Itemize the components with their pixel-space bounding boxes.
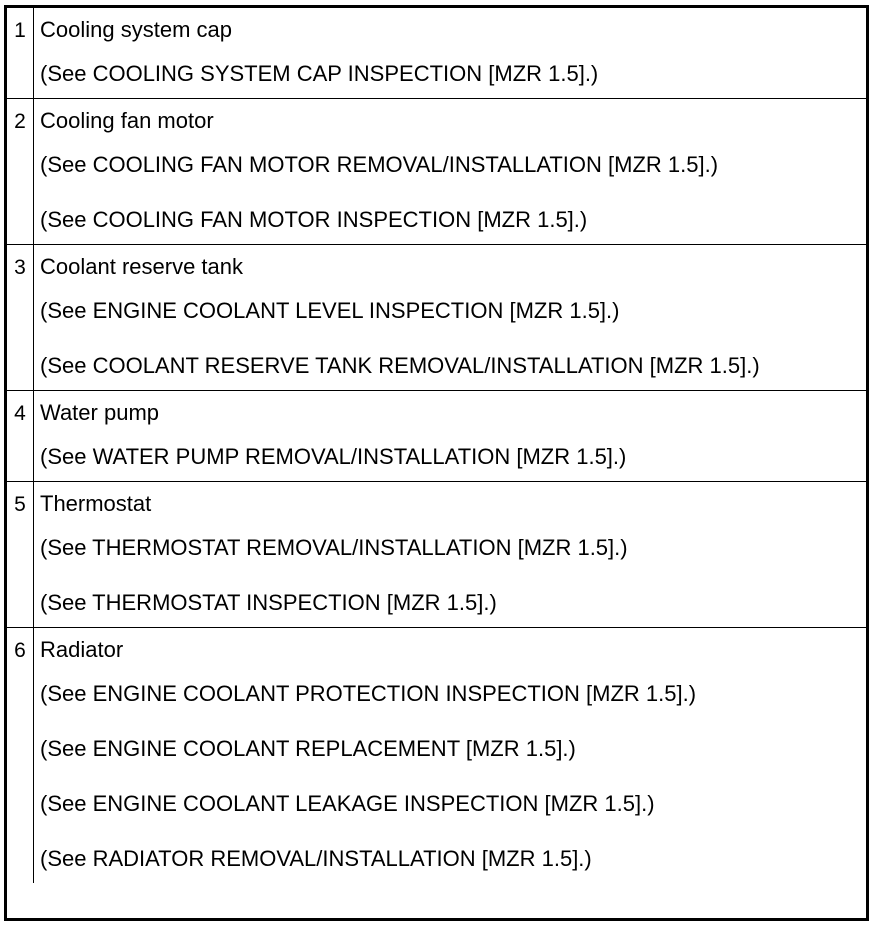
reference-link[interactable]: (See ENGINE COOLANT PROTECTION INSPECTION [MZR 1.5].) <box>40 681 697 706</box>
component-table <box>4 5 869 921</box>
reference-link[interactable]: (See COOLING SYSTEM CAP INSPECTION [MZR 1.5].) <box>40 61 599 86</box>
reference-link[interactable]: (See ENGINE COOLANT REPLACEMENT [MZR 1.5].) <box>40 736 576 761</box>
row-content <box>34 482 866 627</box>
table-row <box>7 244 866 390</box>
reference-link[interactable]: (See COOLING FAN MOTOR REMOVAL/INSTALLATION [MZR 1.5].) <box>40 152 719 177</box>
component-title: Radiator <box>40 637 124 662</box>
component-title: Coolant reserve tank <box>40 254 243 279</box>
table-row <box>7 8 866 98</box>
row-number: 6 <box>7 628 34 883</box>
reference-link[interactable]: (See ENGINE COOLANT LEVEL INSPECTION [MZR 1.5].) <box>40 298 620 323</box>
reference-link[interactable]: (See COOLANT RESERVE TANK REMOVAL/INSTALLATION [MZR 1.5].) <box>40 353 760 378</box>
row-content <box>34 628 866 883</box>
table-row <box>7 481 866 627</box>
reference-link[interactable]: (See THERMOSTAT REMOVAL/INSTALLATION [MZR 1.5].) <box>40 535 628 560</box>
reference-link[interactable]: (See ENGINE COOLANT LEAKAGE INSPECTION [MZR 1.5].) <box>40 791 655 816</box>
table-row <box>7 390 866 481</box>
reference-link[interactable]: (See THERMOSTAT INSPECTION [MZR 1.5].) <box>40 590 497 615</box>
row-content <box>34 391 866 481</box>
row-number: 1 <box>7 8 34 98</box>
row-content <box>34 99 866 244</box>
reference-link[interactable]: (See WATER PUMP REMOVAL/INSTALLATION [MZR 1.5].) <box>40 444 627 469</box>
table-row <box>7 627 866 883</box>
component-title: Cooling system cap <box>40 17 232 42</box>
row-number: 5 <box>7 482 34 627</box>
row-content <box>34 245 866 390</box>
row-number: 3 <box>7 245 34 390</box>
row-content <box>34 8 866 98</box>
reference-link[interactable]: (See RADIATOR REMOVAL/INSTALLATION [MZR 1.5].) <box>40 846 592 871</box>
table-row <box>7 98 866 244</box>
component-title: Water pump <box>40 400 160 425</box>
row-number: 4 <box>7 391 34 481</box>
reference-link[interactable]: (See COOLING FAN MOTOR INSPECTION [MZR 1.5].) <box>40 207 588 232</box>
component-title: Cooling fan motor <box>40 108 214 133</box>
component-title: Thermostat <box>40 491 152 516</box>
row-number: 2 <box>7 99 34 244</box>
